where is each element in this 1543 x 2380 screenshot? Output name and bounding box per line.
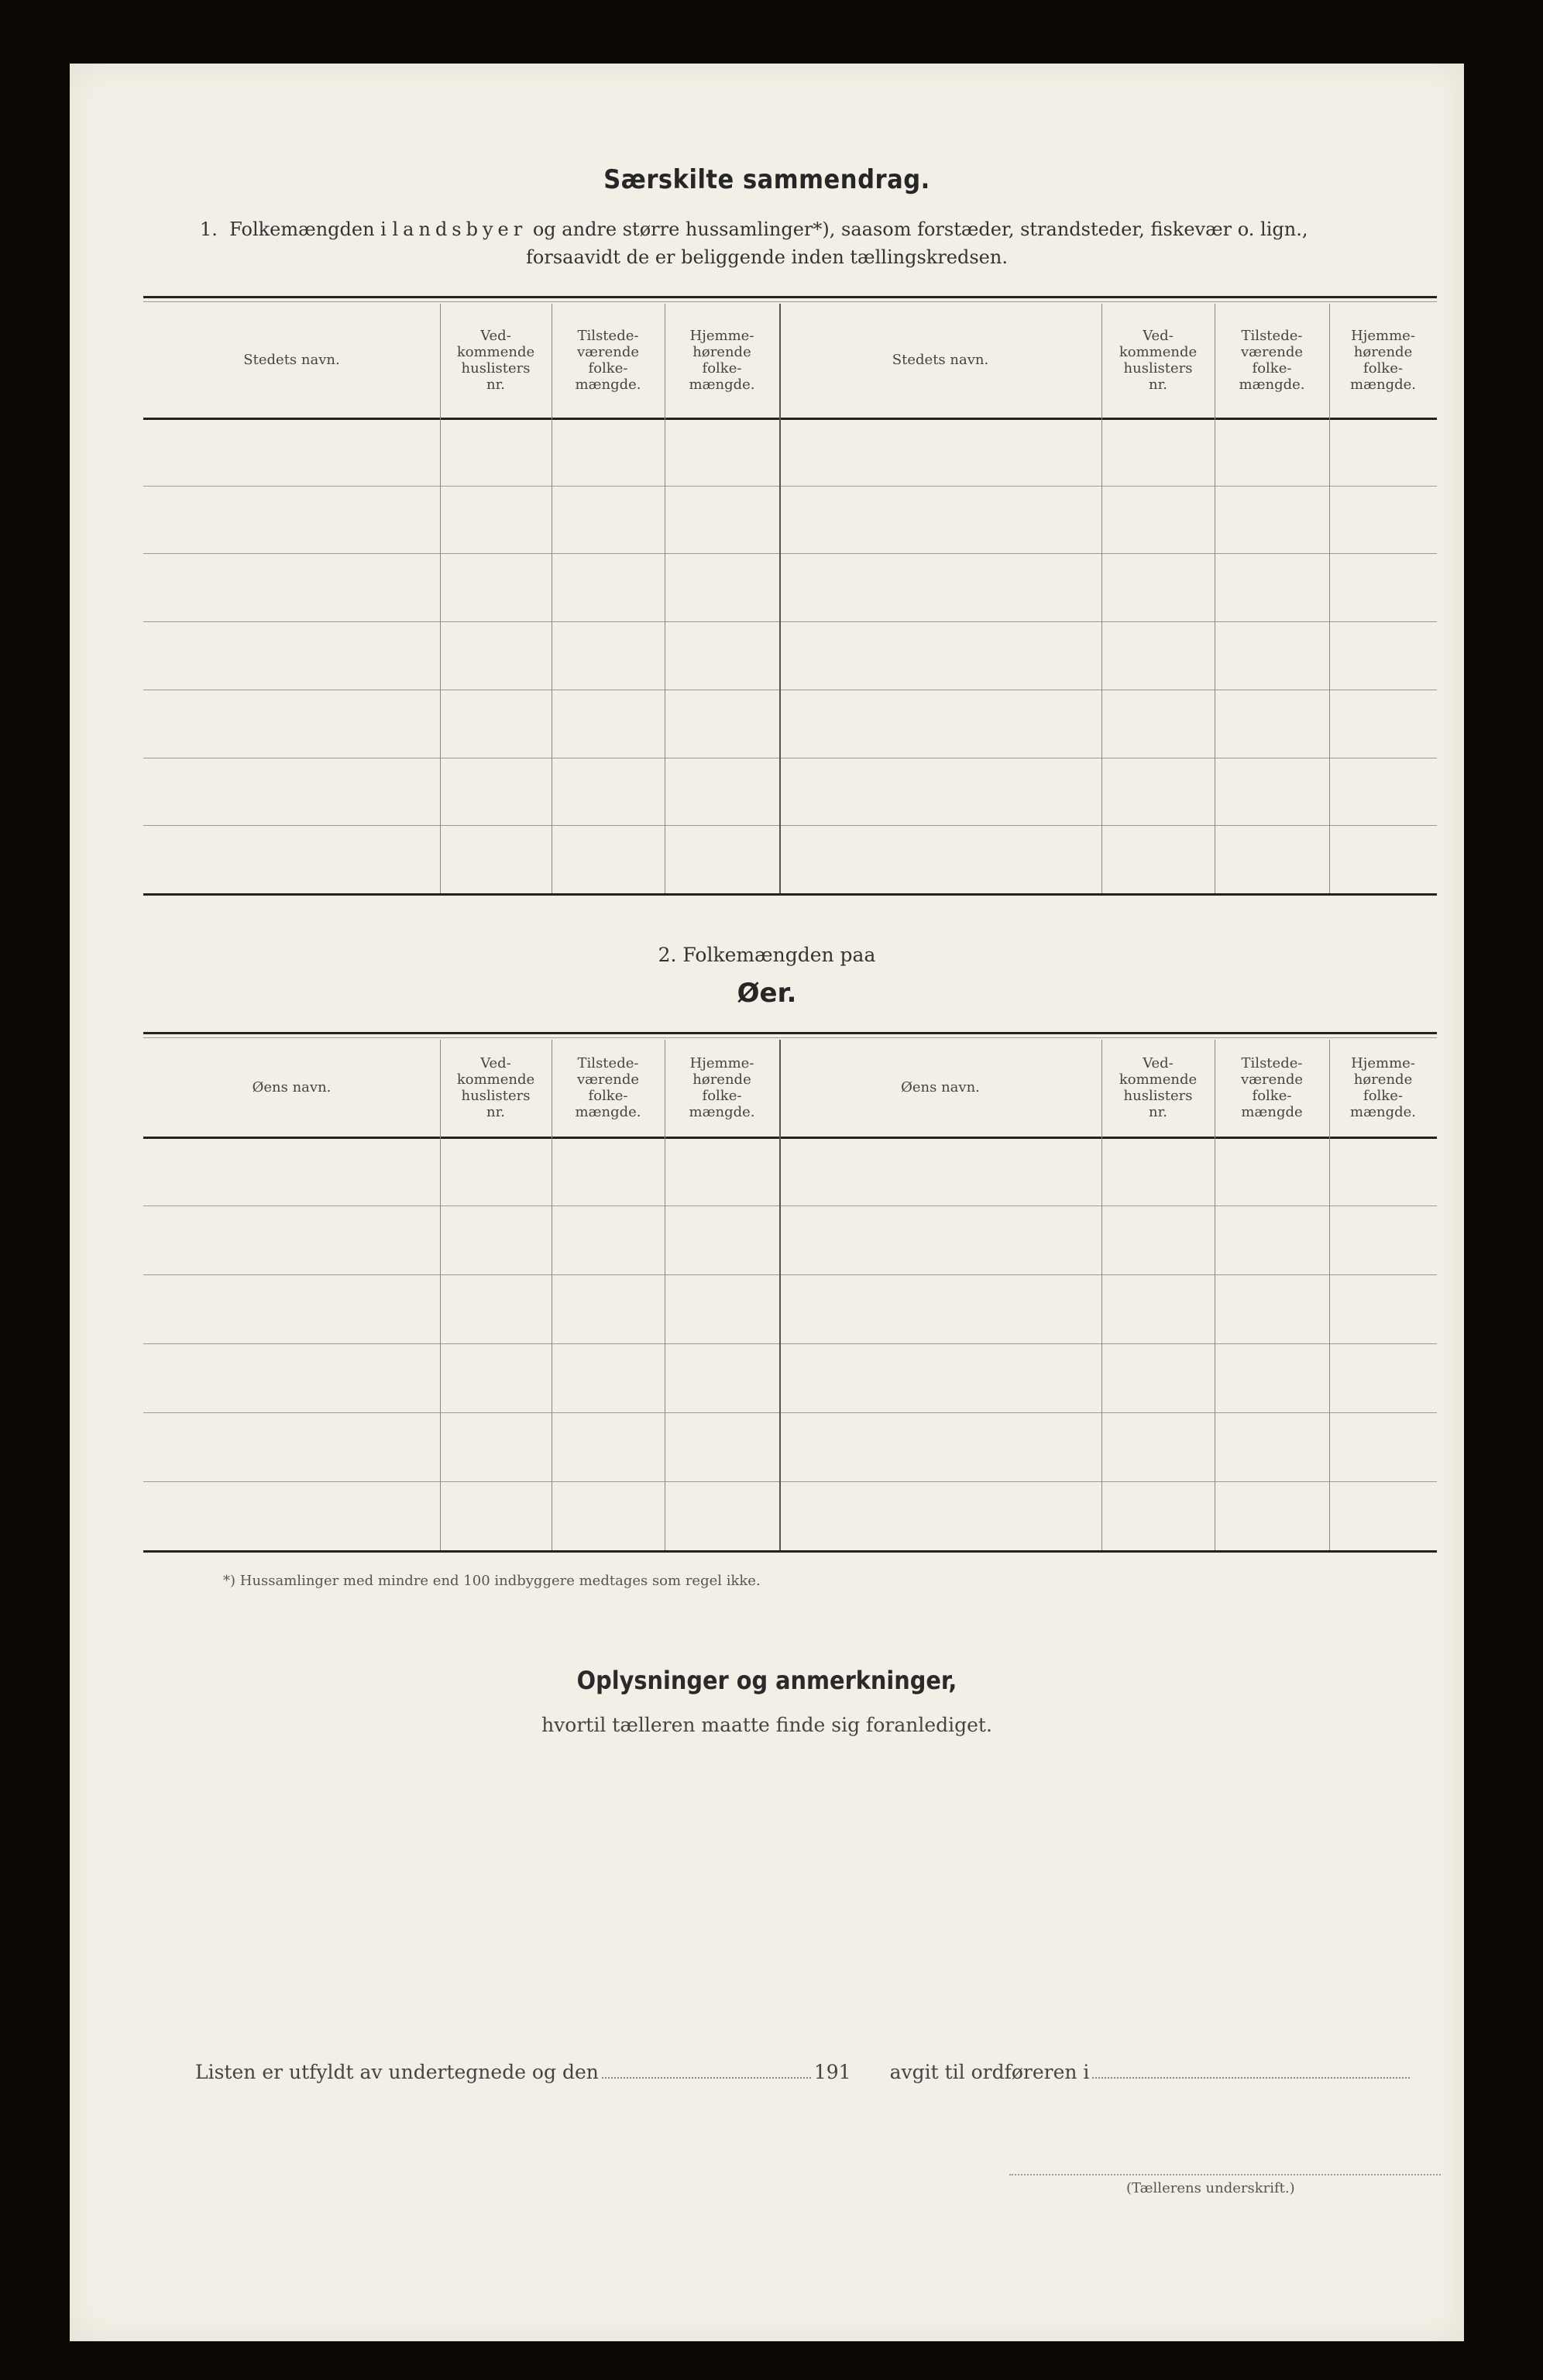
- table-cell[interactable]: [666, 420, 778, 483]
- table-cell[interactable]: [666, 555, 778, 619]
- table-cell[interactable]: [145, 692, 438, 755]
- remarks-title: Oplysninger og anmerkninger,: [576, 1666, 957, 1695]
- column-header: Øens navn.: [901, 1079, 980, 1095]
- table-cell[interactable]: [553, 555, 663, 619]
- table-cell[interactable]: [442, 692, 550, 755]
- table-cell[interactable]: [1103, 692, 1213, 755]
- table-cell[interactable]: [1103, 760, 1213, 824]
- column-divider: [440, 304, 441, 893]
- table-cell[interactable]: [1103, 827, 1213, 891]
- column-divider: [1101, 1040, 1102, 1550]
- table-rule: [143, 825, 1437, 826]
- column-divider: [440, 1040, 441, 1550]
- table-cell[interactable]: [1331, 624, 1435, 687]
- table-cell[interactable]: [1331, 1208, 1435, 1272]
- table-cell[interactable]: [553, 760, 663, 824]
- table-cell[interactable]: [1216, 1415, 1328, 1479]
- table-cell[interactable]: [781, 1208, 1100, 1272]
- table-rule: [143, 301, 1437, 302]
- table-cell[interactable]: [666, 1208, 778, 1272]
- table-cell[interactable]: [781, 1484, 1100, 1548]
- table-cell[interactable]: [553, 1208, 663, 1272]
- table-cell[interactable]: [1216, 692, 1328, 755]
- table-cell[interactable]: [781, 624, 1100, 687]
- column-header: Tilstede- værende folke- mængde.: [1239, 327, 1305, 393]
- table-rule: [143, 1205, 1437, 1206]
- table-cell[interactable]: [442, 420, 550, 483]
- section1-number: 1.: [200, 218, 218, 240]
- table-cell[interactable]: [1331, 1277, 1435, 1341]
- table-cell[interactable]: [145, 420, 438, 483]
- section1-intro-a: Folkemængden i: [229, 218, 387, 240]
- table-cell[interactable]: [1331, 488, 1435, 552]
- table-cell[interactable]: [1216, 555, 1328, 619]
- table-cell[interactable]: [666, 488, 778, 552]
- table-rule: [143, 1412, 1437, 1413]
- table-rule: [143, 1037, 1437, 1038]
- table-cell[interactable]: [781, 1415, 1100, 1479]
- table-cell[interactable]: [145, 1346, 438, 1410]
- table-cell[interactable]: [145, 488, 438, 552]
- table-cell[interactable]: [666, 1346, 778, 1410]
- table-cell[interactable]: [1103, 555, 1213, 619]
- table-cell[interactable]: [666, 1139, 778, 1203]
- table-cell[interactable]: [1103, 488, 1213, 552]
- closing-text-2: avgit til ordføreren i: [889, 2061, 1090, 2083]
- section1-intro-spaced: landsbyer: [392, 218, 528, 240]
- column-divider: [1329, 1040, 1330, 1550]
- table-cell[interactable]: [781, 1346, 1100, 1410]
- table-cell[interactable]: [553, 1415, 663, 1479]
- date-field[interactable]: [602, 2077, 811, 2079]
- closing-year: 191: [813, 2061, 851, 2083]
- table-cell[interactable]: [781, 555, 1100, 619]
- table-cell[interactable]: [442, 1208, 550, 1272]
- table-cell[interactable]: [1103, 1277, 1213, 1341]
- table-rule: [143, 1343, 1437, 1344]
- table-cell[interactable]: [1331, 827, 1435, 891]
- table-cell[interactable]: [553, 1346, 663, 1410]
- table-rule: [143, 553, 1437, 554]
- table-cell[interactable]: [553, 488, 663, 552]
- table-cell[interactable]: [781, 488, 1100, 552]
- column-header: Ved- kommende huslisters nr.: [456, 1054, 535, 1120]
- table-cell[interactable]: [442, 488, 550, 552]
- table-cell[interactable]: [145, 1208, 438, 1272]
- table-cell[interactable]: [666, 1484, 778, 1548]
- closing-statement: [195, 2061, 1413, 2083]
- table-cell[interactable]: [1331, 555, 1435, 619]
- table-cell[interactable]: [442, 1415, 550, 1479]
- table-cell[interactable]: [781, 827, 1100, 891]
- municipality-field[interactable]: [1092, 2077, 1410, 2079]
- table-cell[interactable]: [1331, 1484, 1435, 1548]
- table-cell[interactable]: [442, 624, 550, 687]
- table-cell[interactable]: [1216, 624, 1328, 687]
- table-cell[interactable]: [1331, 692, 1435, 755]
- section1-intro-line2: forsaavidt de er beliggende inden tællingskredsen.: [526, 246, 1008, 268]
- table-cell[interactable]: [1103, 420, 1213, 483]
- table-cell[interactable]: [1331, 1139, 1435, 1203]
- table-cell[interactable]: [442, 1346, 550, 1410]
- footnote: *) Hussamlinger med mindre end 100 indbyggere medtages som regel ikke.: [223, 1573, 761, 1589]
- table-cell[interactable]: [1216, 1208, 1328, 1272]
- table-cell[interactable]: [1103, 1208, 1213, 1272]
- column-header: Tilstede- værende folke- mængde.: [575, 327, 641, 393]
- column-header: Stedets navn.: [892, 352, 989, 368]
- column-header: Stedets navn.: [243, 352, 340, 368]
- table-cell[interactable]: [553, 1277, 663, 1341]
- column-header: Hjemme- hørende folke- mængde.: [1350, 327, 1416, 393]
- table-cell[interactable]: [1331, 760, 1435, 824]
- table-cell[interactable]: [553, 827, 663, 891]
- table-cell[interactable]: [145, 760, 438, 824]
- table-cell[interactable]: [666, 692, 778, 755]
- column-header: Hjemme- hørende folke- mængde.: [1350, 1054, 1416, 1120]
- table-cell[interactable]: [553, 692, 663, 755]
- table-rule: [143, 1032, 1437, 1034]
- table-cell[interactable]: [553, 420, 663, 483]
- table-cell[interactable]: [553, 1139, 663, 1203]
- column-header: Hjemme- hørende folke- mængde.: [689, 1054, 755, 1120]
- table-cell[interactable]: [553, 1484, 663, 1548]
- table-cell[interactable]: [1216, 1484, 1328, 1548]
- table-rule: [143, 621, 1437, 622]
- table-cell[interactable]: [1216, 1139, 1328, 1203]
- table-rule: [143, 893, 1437, 896]
- table-rule: [143, 1550, 1437, 1553]
- table-cell[interactable]: [1216, 760, 1328, 824]
- table-cell[interactable]: [145, 1415, 438, 1479]
- table-cell[interactable]: [1103, 1346, 1213, 1410]
- table-cell[interactable]: [145, 827, 438, 891]
- closing-text-1: Listen er utfyldt av undertegnede og den: [195, 2061, 599, 2083]
- table-cell[interactable]: [442, 1277, 550, 1341]
- table-cell[interactable]: [1103, 1139, 1213, 1203]
- column-header: Tilstede- værende folke- mængde: [1240, 1054, 1304, 1120]
- table-rule: [143, 296, 1437, 298]
- table-rule: [143, 1274, 1437, 1275]
- table-cell[interactable]: [781, 760, 1100, 824]
- table-cell[interactable]: [145, 555, 438, 619]
- table-cell[interactable]: [666, 1277, 778, 1341]
- column-header: Øens navn.: [252, 1079, 332, 1095]
- table-cell[interactable]: [442, 1139, 550, 1203]
- signature-line[interactable]: [1009, 2174, 1441, 2175]
- table-cell[interactable]: [1331, 420, 1435, 483]
- signature-label: (Tællerens underskrift.): [1126, 2180, 1295, 2196]
- table-cell[interactable]: [781, 1139, 1100, 1203]
- column-header: Tilstede- værende folke- mængde.: [575, 1054, 641, 1120]
- remarks-subtitle: hvortil tælleren maatte finde sig foranlediget.: [541, 1714, 992, 1736]
- table-cell[interactable]: [145, 1277, 438, 1341]
- table-cell[interactable]: [1103, 1484, 1213, 1548]
- table-cell[interactable]: [1103, 624, 1213, 687]
- section2-title: Øer.: [737, 978, 797, 1009]
- table-cell[interactable]: [145, 1484, 438, 1548]
- table-cell[interactable]: [666, 827, 778, 891]
- table-cell[interactable]: [666, 760, 778, 824]
- table-cell[interactable]: [1216, 1277, 1328, 1341]
- table-cell[interactable]: [1103, 1415, 1213, 1479]
- table-cell[interactable]: [442, 1484, 550, 1548]
- table-cell[interactable]: [145, 1139, 438, 1203]
- table-cell[interactable]: [1216, 827, 1328, 891]
- column-header: Ved- kommende huslisters nr.: [456, 327, 535, 393]
- table-cell[interactable]: [1331, 1346, 1435, 1410]
- table-cell[interactable]: [1331, 1415, 1435, 1479]
- table-cell[interactable]: [145, 624, 438, 687]
- table-cell[interactable]: [666, 624, 778, 687]
- column-divider: [1101, 304, 1102, 893]
- table-rule: [143, 486, 1437, 487]
- column-header: Hjemme- hørende folke- mængde.: [689, 327, 755, 393]
- table-cell[interactable]: [781, 420, 1100, 483]
- table-cell[interactable]: [781, 1277, 1100, 1341]
- table-cell[interactable]: [1216, 488, 1328, 552]
- table-cell[interactable]: [1216, 420, 1328, 483]
- column-divider: [1329, 304, 1330, 893]
- section1-intro: [200, 218, 1308, 240]
- table-cell[interactable]: [442, 555, 550, 619]
- table-cell[interactable]: [553, 624, 663, 687]
- table-cell[interactable]: [666, 1415, 778, 1479]
- census-form-page: [70, 64, 1464, 2341]
- table-cell[interactable]: [442, 760, 550, 824]
- table-cell[interactable]: [781, 692, 1100, 755]
- page-title: Særskilte sammendrag.: [603, 164, 930, 195]
- table-cell[interactable]: [1216, 1346, 1328, 1410]
- section2-heading: 2. Folkemængden paa: [658, 944, 876, 966]
- column-header: Ved- kommende huslisters nr.: [1119, 1054, 1198, 1120]
- section1-intro-b: og andre større hussamlinger*), saasom forstæder, strandsteder, fiskevær o. lign.,: [532, 218, 1308, 240]
- table-cell[interactable]: [442, 827, 550, 891]
- column-header: Ved- kommende huslisters nr.: [1119, 327, 1198, 393]
- table-rule: [143, 1481, 1437, 1482]
